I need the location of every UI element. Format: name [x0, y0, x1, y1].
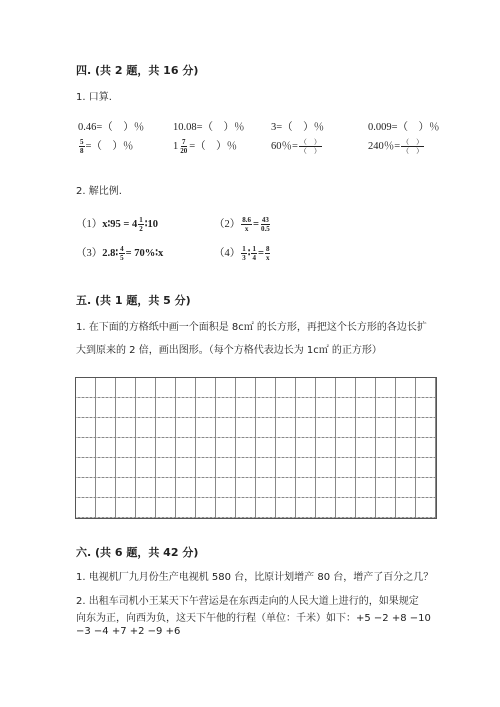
drawing-grid[interactable] [75, 377, 437, 519]
section4-title: 四. (共 2 题，共 16 分) [76, 64, 199, 77]
section6-title: 六. (共 6 题，共 42 分) [76, 546, 199, 559]
section6-q2-line3: −3 −4 +7 +2 −9 +6 [76, 626, 181, 637]
section5-q1-line2: 大到原来的 2 倍，画出图形。（每个方格代表边长为 1c㎡ 的正方形） [76, 345, 382, 356]
proportion-1: （1）x∶95 = 4 $\frac{1}{2}$ ∶10 [76, 216, 158, 234]
section5-title: 五. (共 1 题，共 5 分) [76, 294, 191, 307]
oral-calc-3: 3=（ ）％ [271, 122, 325, 133]
oral-calc-2: 10.08=（ ）％ [173, 122, 245, 133]
oral-calc-6: 1 $\frac{7}{20}$ =（ ）％ [173, 138, 238, 156]
oral-calc-1: 0.46=（ ）％ [78, 122, 145, 133]
oral-calc-8: 240％= $\frac{( )}{( )}$ [368, 138, 424, 156]
oral-calc-5: $\frac{5}{8}$ =（ ）％ [80, 138, 134, 156]
section6-q1: 1. 电视机厂九月份生产电视机 580 台，比原计划增产 80 台，增产了百分之几？ [76, 572, 434, 583]
proportion-2: （2） $\frac{8.6}{x}$ = $\frac{43}{0.5}$ [214, 216, 270, 234]
section6-q2-line1: 2. 出租车司机小王某天下午营运是在东西走向的人民大道上进行的，如果规定 [76, 596, 419, 607]
section6-q2-line2: 向东为正，向西为负，这天下午他的行程（单位：千米）如下：+5 −2 +8 −10 [76, 613, 431, 624]
section5-q1-line1: 1. 在下面的方格纸中画一个面积是 8c㎡ 的长方形，再把这个长方形的各边长扩 [76, 322, 427, 333]
q2-title: 2. 解比例. [76, 186, 122, 197]
proportion-4: （4） $\frac{1}{3}$ ∶ $\frac{1}{4}$ = $\frac{8}{x}$ [214, 245, 270, 263]
proportion-3: （3）2.8∶ $\frac{4}{5}$ = 70%∶x [76, 245, 164, 263]
q1-title: 1. 口算. [76, 92, 112, 103]
oral-calc-7: 60％= $\frac{( )}{( )}$ [271, 138, 321, 156]
oral-calc-4: 0.009=（ ）％ [368, 122, 440, 133]
